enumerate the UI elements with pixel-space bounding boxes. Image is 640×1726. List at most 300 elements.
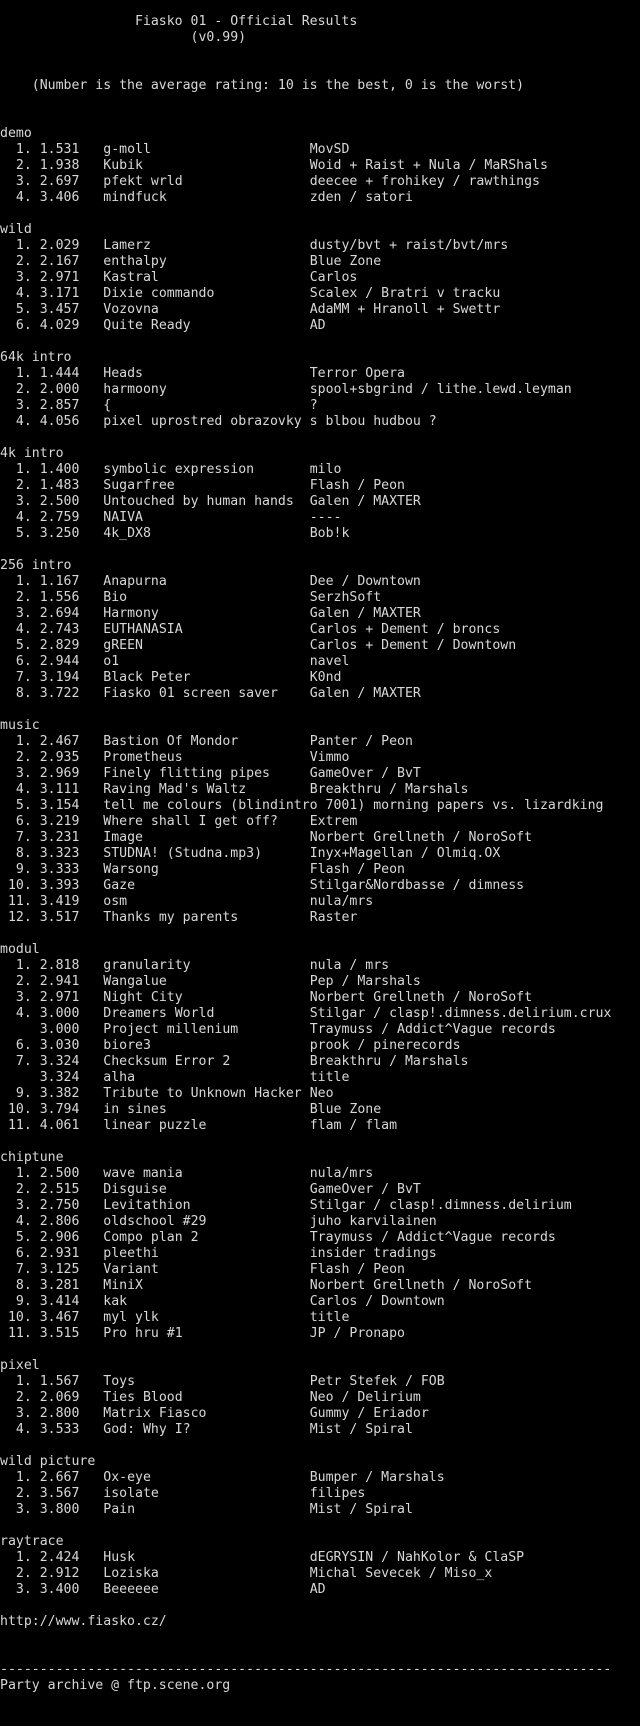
result-score: 1.567 (39, 1374, 96, 1389)
result-rank: 7. (0, 670, 32, 685)
result-row (0, 1486, 640, 1502)
result-row (0, 478, 640, 494)
result-author: Flash / Peon (309, 862, 405, 877)
result-score: 3.406 (39, 190, 96, 205)
result-title: Ties Blood (103, 1390, 302, 1405)
category-header (0, 718, 640, 734)
result-title: Warsong (103, 862, 302, 877)
result-score: 3.533 (39, 1422, 96, 1437)
result-author: Blue Zone (309, 1102, 382, 1117)
result-title: STUDNA! (Studna.mp3) (103, 846, 302, 861)
result-author: zden / satori (309, 190, 413, 205)
result-rank: 10. (0, 1310, 32, 1325)
result-score: 3.111 (39, 782, 96, 797)
result-author: Galen / MAXTER (309, 606, 421, 621)
result-author: Blue Zone (309, 254, 382, 269)
result-author: dEGRYSIN / NahKolor & ClaSP (309, 1550, 525, 1565)
result-row (0, 1502, 640, 1518)
divider-line: ----------------------------------------------------------------------------- (0, 1662, 612, 1677)
result-author: prook / pinerecords (309, 1038, 461, 1053)
result-title: Image (103, 830, 302, 845)
result-row (0, 526, 640, 542)
result-row (0, 782, 640, 798)
result-score: 3.324 (39, 1070, 96, 1085)
result-author: Stilgar / clasp!.dimness.delirium.crux (309, 1006, 612, 1021)
result-title: Kastral (103, 270, 302, 285)
result-score: 3.382 (39, 1086, 96, 1101)
result-row (0, 1214, 640, 1230)
result-title: Lamerz (103, 238, 302, 253)
result-score: 3.250 (39, 526, 96, 541)
result-author: insider tradings (309, 1246, 437, 1261)
result-title: pleethi (103, 1246, 302, 1261)
result-author: dusty/bvt + raist/bvt/mrs (309, 238, 509, 253)
result-author: spool+sbgrind / lithe.lewd.leyman (309, 382, 572, 397)
result-score: 3.324 (39, 1054, 96, 1069)
category-name: raytrace (0, 1534, 64, 1549)
result-row (0, 190, 640, 206)
result-row (0, 398, 640, 414)
result-author: Stilgar&Nordbasse / dimness (309, 878, 525, 893)
result-score: 3.030 (39, 1038, 96, 1053)
result-author: Galen / MAXTER (309, 494, 421, 509)
category-name: chiptune (0, 1150, 64, 1165)
result-score: 3.457 (39, 302, 96, 317)
result-title: Beeeeee (103, 1582, 302, 1597)
result-author: nula / mrs (309, 958, 390, 973)
result-score: 3.323 (39, 846, 96, 861)
result-rank: 7. (0, 830, 32, 845)
result-rank: 4. (0, 622, 32, 637)
result-title: Husk (103, 1550, 302, 1565)
result-author: Inyx+Magellan / Olmiq.OX (309, 846, 501, 861)
result-rank: 2. (0, 158, 32, 173)
result-rank: 3. (0, 494, 32, 509)
result-author: Petr Stefek / FOB (309, 1374, 445, 1389)
result-score: 2.750 (39, 1198, 96, 1213)
result-title: Dreamers World (103, 1006, 302, 1021)
result-row (0, 1022, 640, 1038)
result-rank: 2. (0, 1486, 32, 1501)
result-score: 2.829 (39, 638, 96, 653)
category-name: demo (0, 126, 32, 141)
result-row (0, 382, 640, 398)
result-rank: 3. (0, 1406, 32, 1421)
result-row (0, 174, 640, 190)
result-row (0, 990, 640, 1006)
category-name: modul (0, 942, 40, 957)
result-score: 2.424 (39, 1550, 96, 1565)
result-title: Quite Ready (103, 318, 302, 333)
result-rank: 3. (0, 990, 32, 1005)
result-row (0, 830, 640, 846)
result-score: 2.971 (39, 990, 96, 1005)
result-row (0, 1038, 640, 1054)
result-row (0, 686, 640, 702)
result-row (0, 494, 640, 510)
result-title: osm (103, 894, 302, 909)
result-score: 2.000 (39, 382, 96, 397)
result-author: Norbert Grellneth / NoroSoft (309, 1278, 533, 1293)
result-author: milo (309, 462, 342, 477)
category-header (0, 446, 640, 462)
result-row (0, 1182, 640, 1198)
result-title: God: Why I? (103, 1422, 302, 1437)
result-score: 3.419 (39, 894, 96, 909)
result-rank: 3. (0, 398, 32, 413)
result-rank: 5. (0, 798, 32, 813)
result-row (0, 1262, 640, 1278)
result-row (0, 302, 640, 318)
result-title: tell me colours (blindintro 7001) (103, 798, 366, 813)
result-rank: 4. (0, 190, 32, 205)
result-title: Wangalue (103, 974, 302, 989)
result-row (0, 638, 640, 654)
result-author: ? (309, 398, 318, 413)
result-rank: 8. (0, 1278, 32, 1293)
result-row (0, 414, 640, 430)
result-score: 2.743 (39, 622, 96, 637)
result-rank: 4. (0, 510, 32, 525)
result-title: in sines (103, 1102, 302, 1117)
result-score: 1.938 (39, 158, 96, 173)
result-row (0, 766, 640, 782)
result-row (0, 158, 640, 174)
result-score: 3.219 (39, 814, 96, 829)
result-title: Pro hru #1 (103, 1326, 302, 1341)
result-title: symbolic expression (103, 462, 302, 477)
result-author: nula/mrs (309, 1166, 374, 1181)
result-title: Tribute to Unknown Hacker (103, 1086, 302, 1101)
result-rank: 11. (0, 894, 32, 909)
result-title: { (103, 398, 302, 413)
result-title: enthalpy (103, 254, 302, 269)
result-score: 3.467 (39, 1310, 96, 1325)
result-score: 2.857 (39, 398, 96, 413)
result-rank: 1. (0, 734, 32, 749)
result-title: Heads (103, 366, 302, 381)
result-author: Traymuss / Addict^Vague records (309, 1230, 556, 1245)
result-rank: 2. (0, 254, 32, 269)
result-author: Woid + Raist + Nula / MaRShals (309, 158, 548, 173)
result-rank: 6. (0, 814, 32, 829)
result-author: filipes (309, 1486, 366, 1501)
result-author: Extrem (309, 814, 358, 829)
result-score: 2.931 (39, 1246, 96, 1261)
result-score: 3.154 (39, 798, 96, 813)
result-score: 2.515 (39, 1182, 96, 1197)
category-name: 4k intro (0, 446, 64, 461)
result-score: 2.697 (39, 174, 96, 189)
result-title: Untouched by human hands (103, 494, 302, 509)
result-rank: 12. (0, 910, 32, 925)
result-author: MovSD (309, 142, 350, 157)
result-score: 2.800 (39, 1406, 96, 1421)
result-score: 3.800 (39, 1502, 96, 1517)
result-author: Carlos + Dement / Downtown (309, 638, 517, 653)
category-header (0, 222, 640, 238)
result-title: linear puzzle (103, 1118, 302, 1133)
category-name: wild (0, 222, 32, 237)
result-score: 4.061 (39, 1118, 96, 1133)
result-score: 2.912 (39, 1566, 96, 1581)
result-score: 3.567 (39, 1486, 96, 1501)
result-row (0, 1390, 640, 1406)
result-title: Anapurna (103, 574, 302, 589)
result-rank: 1. (0, 1470, 32, 1485)
result-title: Toys (103, 1374, 302, 1389)
result-row (0, 270, 640, 286)
result-score: 3.794 (39, 1102, 96, 1117)
result-title: NAIVA (103, 510, 302, 525)
result-author: flam / flam (309, 1118, 398, 1133)
result-author: title (309, 1310, 350, 1325)
result-score: 3.171 (39, 286, 96, 301)
result-author: navel (309, 654, 350, 669)
result-author: Dee / Downtown (309, 574, 421, 589)
result-row (0, 1278, 640, 1294)
result-rank: 8. (0, 846, 32, 861)
result-title: pfekt wrld (103, 174, 302, 189)
result-score: 3.125 (39, 1262, 96, 1277)
result-title: Levitathion (103, 1198, 302, 1213)
result-row (0, 574, 640, 590)
result-title: gREEN (103, 638, 302, 653)
fiasko-url-link[interactable]: http://www.fiasko.cz/ (0, 1614, 167, 1629)
result-author: morning papers vs. lizardking (373, 798, 604, 813)
result-title: kak (103, 1294, 302, 1309)
result-rank: 2. (0, 382, 32, 397)
result-score: 2.069 (39, 1390, 96, 1405)
result-row (0, 846, 640, 862)
result-score: 3.000 (39, 1022, 96, 1037)
category-header (0, 1454, 640, 1470)
result-row (0, 1422, 640, 1438)
result-rank: 1. (0, 462, 32, 477)
result-title: Kubik (103, 158, 302, 173)
result-title: biore3 (103, 1038, 302, 1053)
category-name: 64k intro (0, 350, 72, 365)
result-author: Neo / Delirium (309, 1390, 421, 1405)
archive-line: Party archive @ ftp.scene.org (0, 1678, 231, 1693)
result-rank: 11. (0, 1118, 32, 1133)
result-rank: 3. (0, 174, 32, 189)
result-row (0, 670, 640, 686)
result-rank: 1. (0, 1374, 32, 1389)
result-title: Dixie commando (103, 286, 302, 301)
result-author: Raster (309, 910, 358, 925)
result-row (0, 606, 640, 622)
result-rank: 7. (0, 1054, 32, 1069)
result-rank: 6. (0, 1038, 32, 1053)
result-score: 2.969 (39, 766, 96, 781)
result-score: 3.333 (39, 862, 96, 877)
result-author: juho karvilainen (309, 1214, 437, 1229)
result-row (0, 1054, 640, 1070)
result-author: Breakthru / Marshals (309, 782, 469, 797)
result-score: 2.971 (39, 270, 96, 285)
result-score: 3.400 (39, 1582, 96, 1597)
result-rank: 5. (0, 1230, 32, 1245)
result-author: JP / Pronapo (309, 1326, 405, 1341)
result-title: Thanks my parents (103, 910, 302, 925)
result-author: AdaMM + Hranoll + Swettr (309, 302, 501, 317)
result-row (0, 286, 640, 302)
result-rank: 5. (0, 302, 32, 317)
result-score: 2.500 (39, 494, 96, 509)
result-title: Finely flitting pipes (103, 766, 302, 781)
category-name: pixel (0, 1358, 40, 1373)
result-author: Mist / Spiral (309, 1422, 413, 1437)
result-row (0, 142, 640, 158)
result-score: 3.281 (39, 1278, 96, 1293)
result-title: pixel uprostred obrazovky s blbou hudbou (103, 414, 421, 429)
result-score: 2.806 (39, 1214, 96, 1229)
result-author: nula/mrs (309, 894, 374, 909)
result-rank: 2. (0, 974, 32, 989)
result-rank: 3. (0, 1502, 32, 1517)
result-score: 4.056 (39, 414, 96, 429)
result-rank: 4. (0, 286, 32, 301)
result-author: K0nd (309, 670, 342, 685)
result-rank: 5. (0, 526, 32, 541)
result-rank: 1. (0, 366, 32, 381)
result-title: Compo plan 2 (103, 1230, 302, 1245)
result-row (0, 1246, 640, 1262)
result-author: SerzhSoft (309, 590, 382, 605)
result-rank: 3. (0, 270, 32, 285)
result-author: Flash / Peon (309, 1262, 405, 1277)
result-rank: 9. (0, 1086, 32, 1101)
result-author: Bob!k (309, 526, 350, 541)
result-rank: 2. (0, 590, 32, 605)
result-row (0, 734, 640, 750)
result-row (0, 510, 640, 526)
category-name: 256 intro (0, 558, 72, 573)
result-score: 3.722 (39, 686, 96, 701)
result-rank: 3. (0, 1582, 32, 1597)
result-score: 3.393 (39, 878, 96, 893)
result-rank: 2. (0, 478, 32, 493)
result-rank: 1. (0, 574, 32, 589)
result-score: 1.444 (39, 366, 96, 381)
result-author: Neo (309, 1086, 334, 1101)
result-rank: 3. (0, 766, 32, 781)
result-author: ? (428, 414, 437, 429)
result-author: Galen / MAXTER (309, 686, 421, 701)
result-row (0, 1550, 640, 1566)
result-author: GameOver / BvT (309, 766, 421, 781)
result-score: 3.231 (39, 830, 96, 845)
result-author: ---- (309, 510, 342, 525)
result-rank: 4. (0, 414, 32, 429)
result-score: 2.906 (39, 1230, 96, 1245)
result-title: g-moll (103, 142, 302, 157)
result-row (0, 318, 640, 334)
result-score: 1.400 (39, 462, 96, 477)
result-title: Ox-eye (103, 1470, 302, 1485)
result-row (0, 814, 640, 830)
result-row (0, 1310, 640, 1326)
result-rank: 3. (0, 1198, 32, 1213)
result-title: Prometheus (103, 750, 302, 765)
result-score: 1.167 (39, 574, 96, 589)
result-title: Loziska (103, 1566, 302, 1581)
result-title: Project millenium (103, 1022, 302, 1037)
result-title: EUTHANASIA (103, 622, 302, 637)
result-row (0, 1118, 640, 1134)
result-row (0, 1086, 640, 1102)
result-score: 3.000 (39, 1006, 96, 1021)
result-row (0, 878, 640, 894)
result-score: 1.531 (39, 142, 96, 157)
result-title: Checksum Error 2 (103, 1054, 302, 1069)
result-score: 2.935 (39, 750, 96, 765)
result-title: myl ylk (103, 1310, 302, 1325)
result-score: 2.467 (39, 734, 96, 749)
result-score: 2.944 (39, 654, 96, 669)
result-author: Norbert Grellneth / NoroSoft (309, 990, 533, 1005)
result-score: 1.556 (39, 590, 96, 605)
result-rank: 6. (0, 654, 32, 669)
result-author: GameOver / BvT (309, 1182, 421, 1197)
result-author: Breakthru / Marshals (309, 1054, 469, 1069)
result-rank: 10. (0, 1102, 32, 1117)
result-title: Fiasko 01 screen saver (103, 686, 302, 701)
result-title: granularity (103, 958, 302, 973)
result-title: Matrix Fiasco (103, 1406, 302, 1421)
result-author: Mist / Spiral (309, 1502, 413, 1517)
result-score: 3.414 (39, 1294, 96, 1309)
result-author: Norbert Grellneth / NoroSoft (309, 830, 533, 845)
result-author: Flash / Peon (309, 478, 405, 493)
result-title: o1 (103, 654, 302, 669)
result-rank: 2. (0, 750, 32, 765)
result-row (0, 254, 640, 270)
result-title: Night City (103, 990, 302, 1005)
result-row (0, 366, 640, 382)
category-header (0, 126, 640, 142)
result-author: Stilgar / clasp!.dimness.delirium (309, 1198, 572, 1213)
result-rank: 1. (0, 142, 32, 157)
result-row (0, 958, 640, 974)
result-row (0, 1006, 640, 1022)
result-row (0, 462, 640, 478)
fiasko-url-line[interactable] (0, 1614, 640, 1630)
result-rank: 9. (0, 862, 32, 877)
result-rank: 4. (0, 782, 32, 797)
category-header (0, 558, 640, 574)
result-rank: 6. (0, 318, 32, 333)
result-row (0, 910, 640, 926)
result-title: wave mania (103, 1166, 302, 1181)
result-score: 2.029 (39, 238, 96, 253)
result-author: deecee + frohikey / rawthings (309, 174, 540, 189)
category-header (0, 942, 640, 958)
result-title: harmoony (103, 382, 302, 397)
result-score: 3.515 (39, 1326, 96, 1341)
result-row (0, 590, 640, 606)
result-title: Bio (103, 590, 302, 605)
result-rank: 1. (0, 958, 32, 973)
result-rank: 2. (0, 1566, 32, 1581)
result-title: Pain (103, 1502, 302, 1517)
result-score: 1.483 (39, 478, 96, 493)
result-rank: 4. (0, 1422, 32, 1437)
result-title: Raving Mad's Waltz (103, 782, 302, 797)
result-rank: 3. (0, 606, 32, 621)
result-author: Traymuss / Addict^Vague records (309, 1022, 556, 1037)
